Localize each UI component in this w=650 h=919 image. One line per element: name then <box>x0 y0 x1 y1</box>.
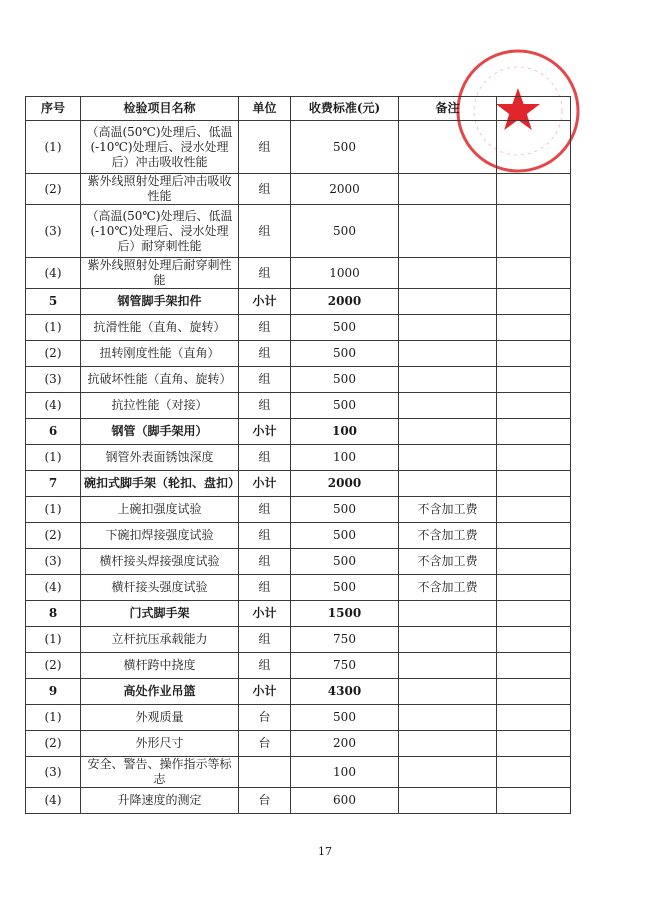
unit-cell: 小计 <box>239 471 291 497</box>
remark-cell <box>399 258 497 289</box>
extra-cell <box>497 653 571 679</box>
extra-cell <box>497 258 571 289</box>
extra-cell <box>497 497 571 523</box>
fee-cell: 1000 <box>291 258 399 289</box>
remark-cell <box>399 367 497 393</box>
item-name-cell: 高处作业吊篮 <box>81 679 239 705</box>
fee-cell: 100 <box>291 445 399 471</box>
unit-cell: 小计 <box>239 419 291 445</box>
fee-cell: 500 <box>291 523 399 549</box>
unit-cell: 组 <box>239 205 291 258</box>
item-name-cell: 安全、警告、操作指示等标志 <box>81 757 239 788</box>
extra-cell <box>497 679 571 705</box>
item-name-cell: 抗滑性能（直角、旋转） <box>81 315 239 341</box>
remark-cell <box>399 341 497 367</box>
extra-cell <box>497 731 571 757</box>
remark-cell <box>399 731 497 757</box>
table-body <box>26 121 571 814</box>
serial-cell: (4) <box>26 258 81 289</box>
unit-cell: 台 <box>239 731 291 757</box>
remark-cell <box>399 174 497 205</box>
item-name-cell: 门式脚手架 <box>81 601 239 627</box>
unit-cell: 组 <box>239 174 291 205</box>
unit-cell: 小计 <box>239 289 291 315</box>
item-name-cell: 上碗扣强度试验 <box>81 497 239 523</box>
unit-cell: 小计 <box>239 679 291 705</box>
table-row <box>26 705 571 731</box>
header-item-name: 检验项目名称 <box>81 97 239 121</box>
item-name-cell: 外形尺寸 <box>81 731 239 757</box>
remark-cell: 不含加工费 <box>399 497 497 523</box>
remark-cell: 不含加工费 <box>399 549 497 575</box>
unit-cell: 组 <box>239 523 291 549</box>
header-extra <box>497 97 571 121</box>
table-row <box>26 575 571 601</box>
item-name-cell: （高温(50℃)处理后、低温(-10℃)处理后、浸水处理后）冲击吸收性能 <box>81 121 239 174</box>
unit-cell: 组 <box>239 497 291 523</box>
table-row <box>26 341 571 367</box>
remark-cell <box>399 315 497 341</box>
fee-cell: 500 <box>291 121 399 174</box>
remark-cell <box>399 393 497 419</box>
fee-cell: 750 <box>291 627 399 653</box>
item-name-cell: 横杆跨中挠度 <box>81 653 239 679</box>
serial-cell: (1) <box>26 705 81 731</box>
extra-cell <box>497 523 571 549</box>
item-name-cell: 横杆接头强度试验 <box>81 575 239 601</box>
fee-cell: 500 <box>291 575 399 601</box>
fee-cell: 500 <box>291 341 399 367</box>
serial-cell: 6 <box>26 419 81 445</box>
table-row <box>26 731 571 757</box>
extra-cell <box>497 627 571 653</box>
item-name-cell: 升降速度的测定 <box>81 788 239 814</box>
serial-cell: 7 <box>26 471 81 497</box>
header-unit: 单位 <box>239 97 291 121</box>
serial-cell: (4) <box>26 393 81 419</box>
remark-cell <box>399 653 497 679</box>
table-row <box>26 419 571 445</box>
fee-cell: 500 <box>291 705 399 731</box>
table-row <box>26 679 571 705</box>
unit-cell: 组 <box>239 445 291 471</box>
serial-cell: (2) <box>26 653 81 679</box>
remark-cell <box>399 419 497 445</box>
extra-cell <box>497 788 571 814</box>
unit-cell: 组 <box>239 575 291 601</box>
remark-cell <box>399 471 497 497</box>
serial-cell: (1) <box>26 445 81 471</box>
remark-cell <box>399 601 497 627</box>
unit-cell: 组 <box>239 627 291 653</box>
fee-cell: 500 <box>291 205 399 258</box>
serial-cell: (3) <box>26 205 81 258</box>
item-name-cell: 横杆接头焊接强度试验 <box>81 549 239 575</box>
unit-cell: 组 <box>239 549 291 575</box>
extra-cell <box>497 393 571 419</box>
serial-cell: 8 <box>26 601 81 627</box>
table-row <box>26 497 571 523</box>
unit-cell: 台 <box>239 788 291 814</box>
table-row <box>26 523 571 549</box>
item-name-cell: 下碗扣焊接强度试验 <box>81 523 239 549</box>
remark-cell <box>399 627 497 653</box>
table-row <box>26 174 571 205</box>
item-name-cell: 钢管（脚手架用） <box>81 419 239 445</box>
fee-cell: 600 <box>291 788 399 814</box>
fee-cell: 100 <box>291 419 399 445</box>
serial-cell: (1) <box>26 315 81 341</box>
header-serial: 序号 <box>26 97 81 121</box>
serial-cell: (3) <box>26 367 81 393</box>
unit-cell: 组 <box>239 653 291 679</box>
extra-cell <box>497 705 571 731</box>
table-row <box>26 205 571 258</box>
unit-cell: 组 <box>239 121 291 174</box>
fee-cell: 750 <box>291 653 399 679</box>
item-name-cell: 紫外线照射处理后冲击吸收性能 <box>81 174 239 205</box>
remark-cell <box>399 679 497 705</box>
serial-cell: (1) <box>26 121 81 174</box>
unit-cell: 组 <box>239 341 291 367</box>
serial-cell: (3) <box>26 549 81 575</box>
serial-cell: (2) <box>26 174 81 205</box>
item-name-cell: （高温(50℃)处理后、低温(-10℃)处理后、浸水处理后）耐穿刺性能 <box>81 205 239 258</box>
table-row <box>26 757 571 788</box>
remark-cell <box>399 289 497 315</box>
extra-cell <box>497 549 571 575</box>
serial-cell: (4) <box>26 575 81 601</box>
table-row <box>26 471 571 497</box>
table-row <box>26 549 571 575</box>
page-number: 17 <box>318 845 332 858</box>
table-row <box>26 315 571 341</box>
serial-cell: 9 <box>26 679 81 705</box>
table-row <box>26 367 571 393</box>
fee-cell: 500 <box>291 393 399 419</box>
extra-cell <box>497 445 571 471</box>
extra-cell <box>497 367 571 393</box>
extra-cell <box>497 121 571 174</box>
extra-cell <box>497 315 571 341</box>
table-row <box>26 121 571 174</box>
fee-cell: 500 <box>291 549 399 575</box>
table-header-row <box>26 97 571 121</box>
fee-cell: 200 <box>291 731 399 757</box>
fee-cell: 500 <box>291 497 399 523</box>
serial-cell: (2) <box>26 523 81 549</box>
remark-cell: 不含加工费 <box>399 523 497 549</box>
fee-cell: 4300 <box>291 679 399 705</box>
serial-cell: (1) <box>26 497 81 523</box>
fee-cell: 500 <box>291 367 399 393</box>
fee-cell: 100 <box>291 757 399 788</box>
unit-cell: 组 <box>239 367 291 393</box>
unit-cell: 组 <box>239 393 291 419</box>
serial-cell: (2) <box>26 731 81 757</box>
extra-cell <box>497 205 571 258</box>
item-name-cell: 抗拉性能（对接） <box>81 393 239 419</box>
remark-cell: 不含加工费 <box>399 575 497 601</box>
table-row <box>26 627 571 653</box>
table-row <box>26 289 571 315</box>
remark-cell <box>399 705 497 731</box>
serial-cell: (4) <box>26 788 81 814</box>
table-row <box>26 601 571 627</box>
item-name-cell: 立杆抗压承载能力 <box>81 627 239 653</box>
header-remark: 备注 <box>399 97 497 121</box>
item-name-cell: 扭转刚度性能（直角） <box>81 341 239 367</box>
table-row <box>26 393 571 419</box>
extra-cell <box>497 419 571 445</box>
fee-cell: 500 <box>291 315 399 341</box>
remark-cell <box>399 445 497 471</box>
item-name-cell: 抗破坏性能（直角、旋转） <box>81 367 239 393</box>
item-name-cell: 外观质量 <box>81 705 239 731</box>
remark-cell <box>399 121 497 174</box>
unit-cell: 组 <box>239 315 291 341</box>
extra-cell <box>497 471 571 497</box>
serial-cell: (3) <box>26 757 81 788</box>
table-row <box>26 445 571 471</box>
extra-cell <box>497 757 571 788</box>
header-fee: 收费标准(元) <box>291 97 399 121</box>
remark-cell <box>399 205 497 258</box>
serial-cell: (2) <box>26 341 81 367</box>
unit-cell: 小计 <box>239 601 291 627</box>
unit-cell: 组 <box>239 258 291 289</box>
table-row <box>26 258 571 289</box>
extra-cell <box>497 601 571 627</box>
table-row <box>26 788 571 814</box>
fee-cell: 2000 <box>291 174 399 205</box>
unit-cell: 台 <box>239 705 291 731</box>
unit-cell <box>239 757 291 788</box>
extra-cell <box>497 575 571 601</box>
serial-cell: 5 <box>26 289 81 315</box>
fee-cell: 2000 <box>291 471 399 497</box>
serial-cell: (1) <box>26 627 81 653</box>
remark-cell <box>399 757 497 788</box>
item-name-cell: 钢管外表面锈蚀深度 <box>81 445 239 471</box>
extra-cell <box>497 289 571 315</box>
fee-cell: 2000 <box>291 289 399 315</box>
item-name-cell: 紫外线照射处理后耐穿刺性能 <box>81 258 239 289</box>
extra-cell <box>497 341 571 367</box>
remark-cell <box>399 788 497 814</box>
extra-cell <box>497 174 571 205</box>
fee-cell: 1500 <box>291 601 399 627</box>
item-name-cell: 钢管脚手架扣件 <box>81 289 239 315</box>
item-name-cell: 碗扣式脚手架（轮扣、盘扣） <box>81 471 239 497</box>
table-row <box>26 653 571 679</box>
fee-standard-table <box>25 96 571 814</box>
